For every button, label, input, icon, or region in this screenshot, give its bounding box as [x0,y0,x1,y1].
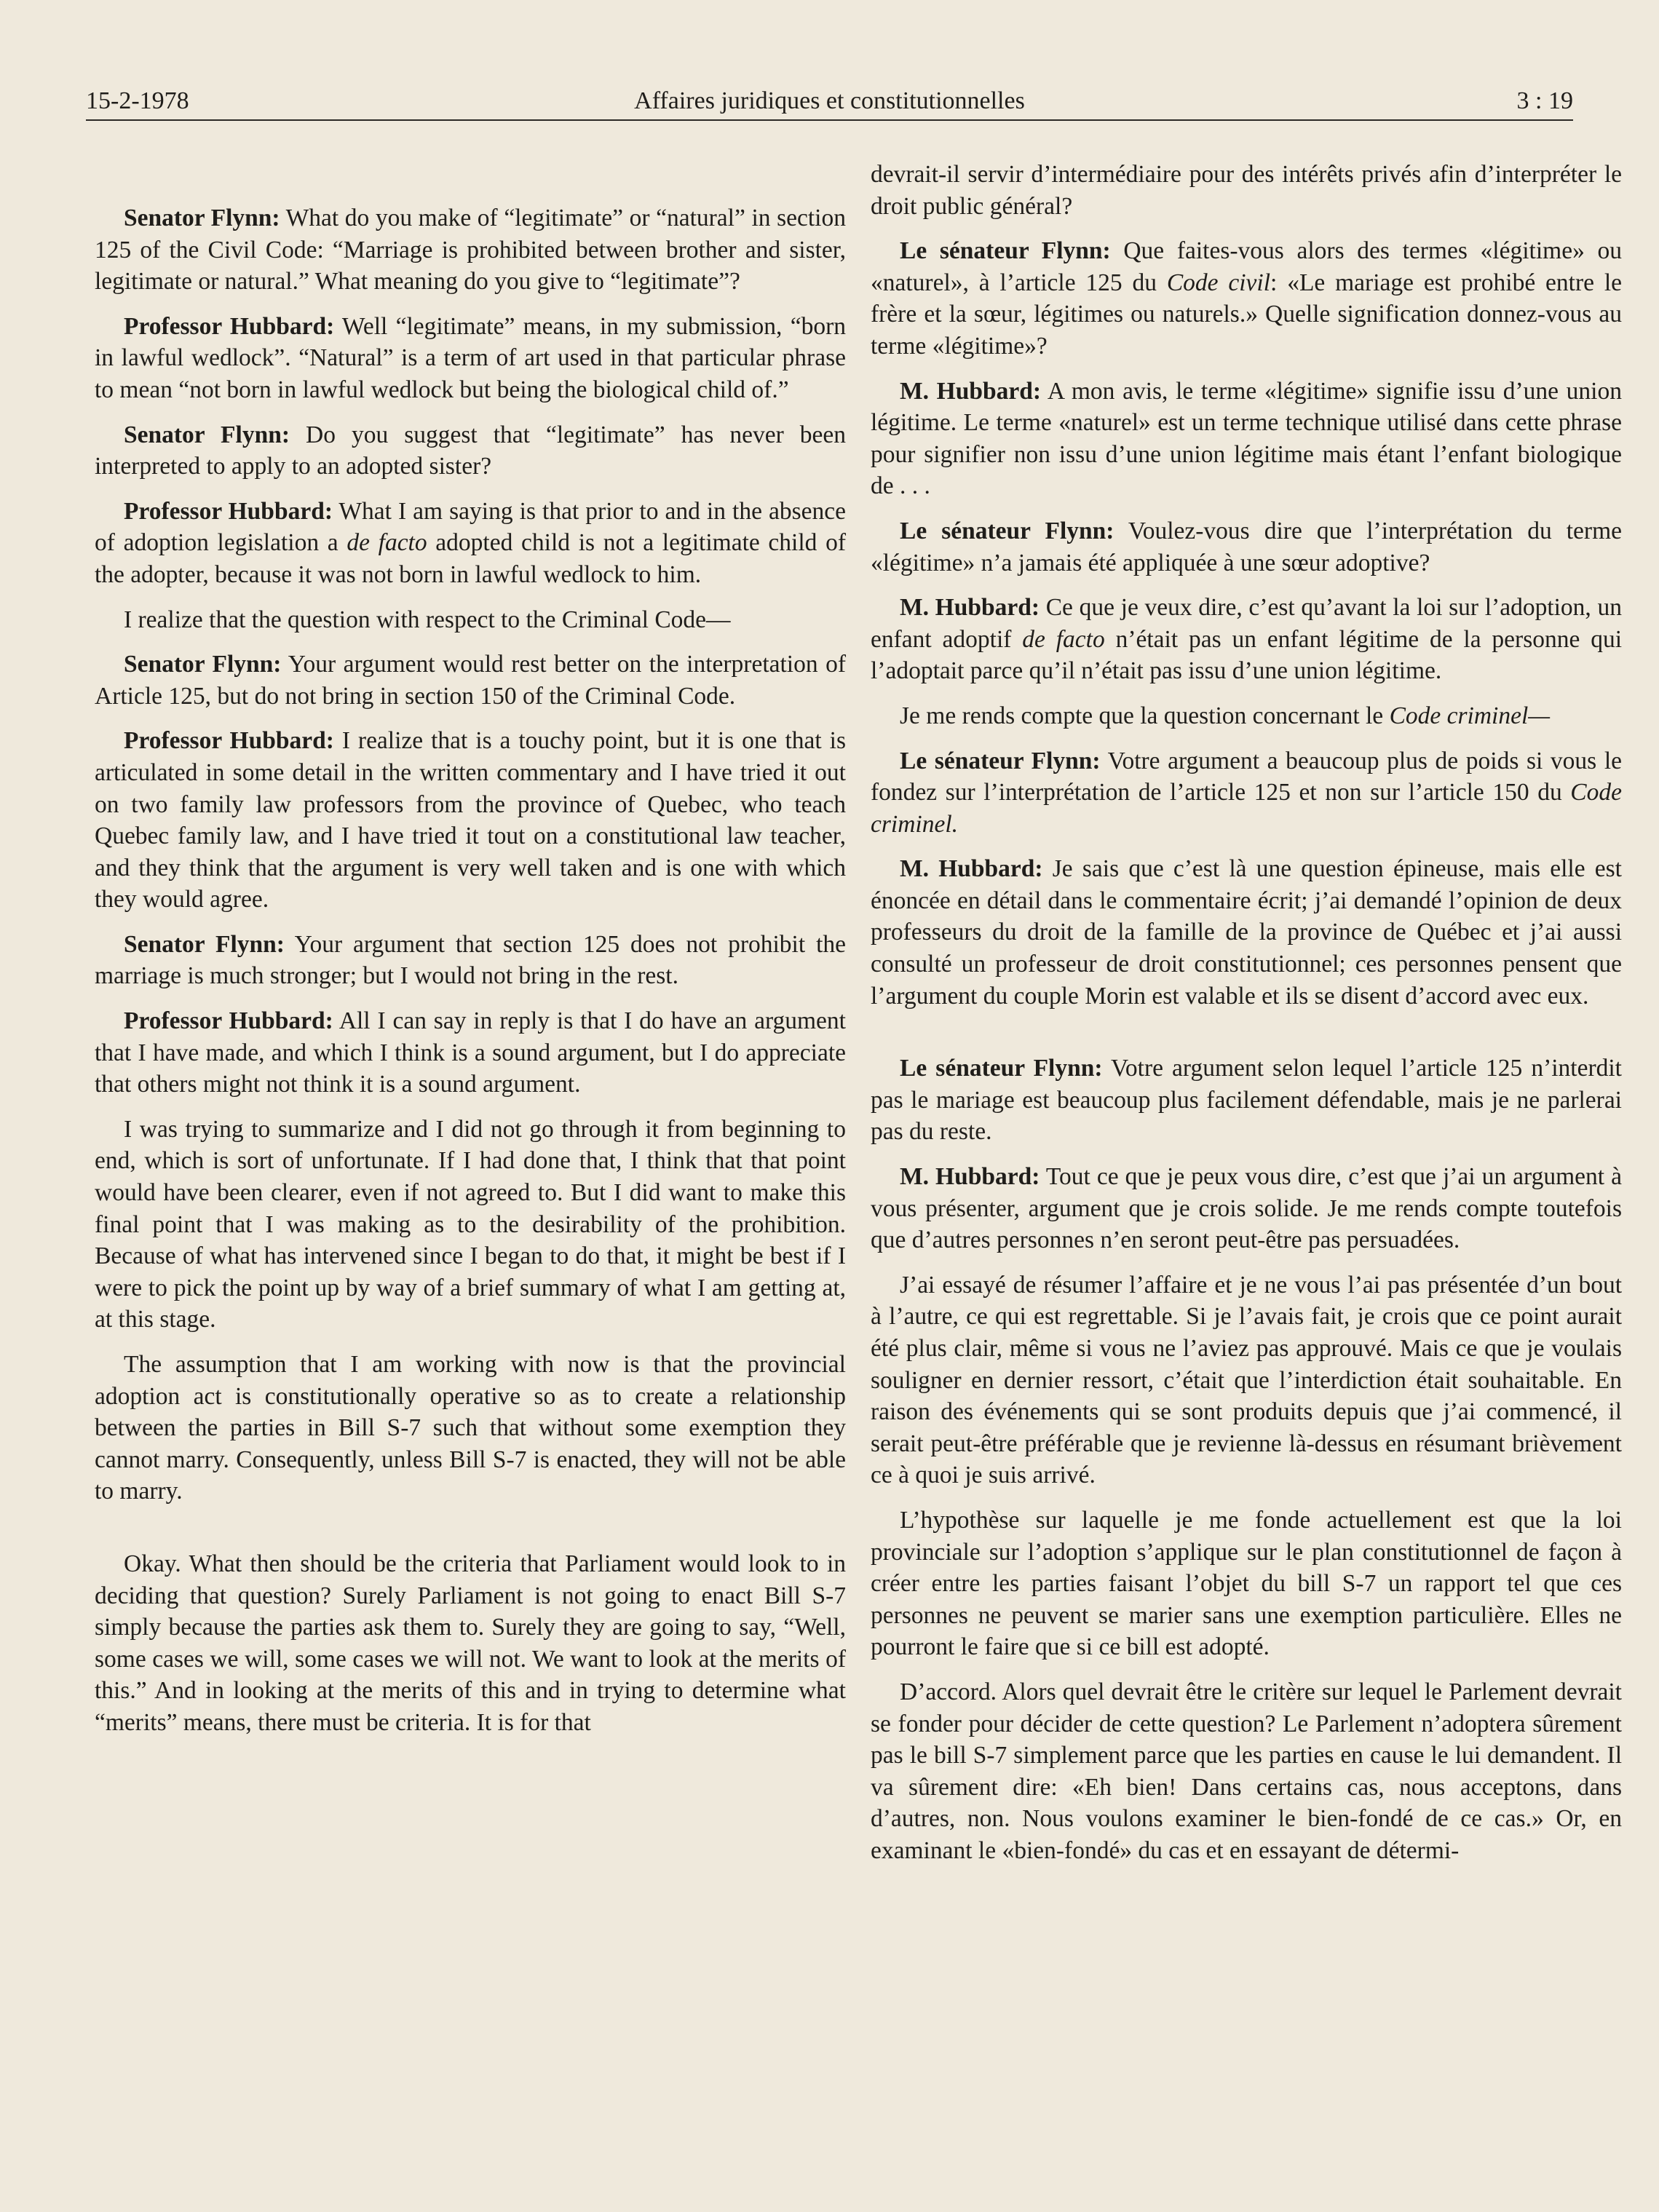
speech-text: n’était pas un enfant légitime de la personne qui l’adoptait parce qu’il n’était pas issu d’une union légitime. [871,625,1623,685]
paragraph [871,159,1622,222]
paragraph [871,592,1622,687]
italic-term: de facto [347,529,427,557]
speech-text: adopted child is not a legitimate child of the adopter, because it was not born in lawful wedlock to him. [95,529,847,588]
paragraph [871,700,1622,732]
speech-text: Ce que je veux dire, c’est qu’avant la loi sur l’adoption, un enfant adoptif [871,594,1622,653]
speech-text: The assumption that I am working with now is that the provincial adoption act is constitutionally operative so as to create a relationship between the parties in Bill S-7 such that without some exemption they cannot marry. Consequently, unless Bill S-7 is enacted, they will not be able to marry. [95,1351,846,1505]
paragraph [95,419,846,483]
paragraph [95,1005,846,1101]
speech-text: Well “legitimate” means, in my submission, “born in lawful wedlock”. “Natural” is a term of art used in that particular phrase to mean “not born in lawful wedlock but being the biological child of.” [95,312,846,403]
paragraph [95,1114,846,1336]
paragraph [871,376,1622,502]
speech-text: Okay. What then should be the criteria that Parliament would look to in deciding that question? Surely Parliament is not going to enact Bill S-7 simply because the parties ask them to. Surely they are going to say, “Well, some cases we will, some cases we will not. We want to look at the merits of this.” And in looking at the merits of this and in trying to determine what “merits” means, there must be criteria. It is for that [95,1550,846,1736]
paragraph [871,745,1622,841]
french-column [871,159,1622,1880]
paragraph [95,311,846,406]
paragraph [871,1676,1622,1867]
paragraph [871,1161,1622,1256]
italic-term: Code criminel. [871,779,1622,838]
speech-text: Tout ce que je peux vous dire, c’est que j’ai un argument à vous présenter, argument que je crois solide. Je me rends compte toutefois que d’autres personnes n’en seront peut-être pas persuadées. [871,1163,1622,1254]
paragraph [871,515,1622,579]
speaker: Le sénateur Flynn: [900,237,1111,265]
speaker: Senator Flynn: [124,930,285,958]
speaker: Senator Flynn: [124,651,282,678]
paragraph [95,649,846,712]
speech-text: All I can say in reply is that I do have an argument that I have made, and which I think is a sound argument, but I do appreciate that others might not think it is a sound argument. [95,1007,846,1098]
speech-text: I was trying to summarize and I did not go through it from beginning to end, which is sort of unfortunate. If I had done that, I think that that point would have been clearer, even if not agreed to. But I did want to make this final point that I was making as to the desirability of the prohibition. Because of what has intervened since I began to do that, it might be best if I were to pick the point up by way of a brief summary of what I am getting at, at this stage. [95,1115,846,1333]
speaker: M. Hubbard: [900,855,1043,883]
header-page-number: 3 : 19 [1516,87,1573,114]
speech-text: Je me rends compte que la question concernant le [900,702,1390,729]
speech-text: Je sais que c’est là une question épineuse, mais elle est énoncée en détail dans le commentaire écrit; j’ai demandé l’opinion de deux professeurs du droit de la famille de la province de Québec et j’ai aussi consulté un professeur de droit constitutionnel; ces personnes pensent que l’argument du couple Morin est valable et ils se disent d’accord avec eux. [871,855,1622,1010]
paragraph [871,1505,1622,1663]
header-title: Affaires juridiques et constitutionnelles [634,87,1025,114]
speech-text: Do you suggest that “legitimate” has never been interpreted to apply to an adopted sister? [95,421,846,480]
speech-text: A mon avis, le terme «légitime» signifie issu d’une union légitime. Le terme «naturel» est un terme technique utilisé dans cette phrase pour signifier non issu d’une union légitime mais étant l’enfant biologique de . . . [871,377,1622,500]
speech-text: What I am saying is that prior to and in the absence of adoption legislation a [95,497,846,557]
paragraph [95,929,846,992]
speaker: Professor Hubbard: [124,727,334,755]
speech-text: Your argument would rest better on the interpretation of Article 125, but do not bring in section 150 of the Criminal Code. [95,651,846,710]
speaker: Le sénateur Flynn: [900,517,1114,544]
speech-text: J’ai essayé de résumer l’affaire et je ne vous l’ai pas présentée d’un bout à l’autre, ce qui est regrettable. Si je l’avais fait, je crois que ce point aurait été plus clair, même si vous ne l’aviez pas approuvé. Mais ce que je voulais souligner en dernier ressort, c’était que l’interdiction était souhaitable. En raison des événements qui se sont produits depuis que j’ai commencé, il serait peut-être préférable que je revienne là-dessus en résumant brièvement ce à quoi je suis arrivé. [871,1271,1622,1489]
paragraph [95,496,846,591]
speaker: Le sénateur Flynn: [900,1055,1103,1082]
paragraph [95,604,846,636]
italic-term: de facto [1022,625,1105,653]
speaker: M. Hubbard: [900,594,1040,622]
speaker: Senator Flynn: [124,205,280,231]
speech-text: Your argument that section 125 does not prohibit the marriage is much stronger; but I would not bring in the rest. [95,930,846,990]
english-column [95,162,846,1752]
speaker: Le sénateur Flynn: [900,747,1101,774]
speaker: M. Hubbard: [900,377,1042,405]
speech-text: I realize that the question with respect to the Criminal Code— [124,606,731,633]
speaker: Professor Hubbard: [124,1007,333,1035]
speaker: Senator Flynn: [124,421,290,448]
paragraph [95,202,846,298]
speech-text: Voulez-vous dire que l’interprétation du terme «légitime» n’a jamais été appliquée à une sœur adoptive? [871,517,1622,576]
paragraph [871,853,1622,1012]
paragraph [871,1269,1622,1491]
paragraph [871,235,1622,362]
speech-text: L’hypothèse sur laquelle je me fonde actuellement est que la loi provinciale sur l’adoption s’applique sur le plan constitutionnel de façon à créer entre les parties faisant l’objet du bill S-7 un rapport tel que ces personnes ne peuvent se marier sans une exemption particulière. Elles ne pourront le faire que si ce bill est adopté. [871,1506,1622,1661]
paragraph [95,725,846,916]
paragraph [95,1349,846,1507]
header-date: 15-2-1978 [86,87,189,114]
speech-text: : «Le mariage est prohibé entre le frère et la sœur, légitimes ou naturels.» Quelle signification donnez-vous au terme «légitime»? [871,269,1622,360]
speech-text: devrait-il servir d’intermédiaire pour des intérêts privés afin d’interpréter le droit public général? [871,161,1622,220]
speech-text: Votre argument a beaucoup plus de poids si vous le fondez sur l’interprétation de l’article 125 et non sur l’article 150 du [871,747,1622,806]
running-header [86,82,1573,121]
speaker: Professor Hubbard: [124,497,333,525]
speech-text: I realize that is a touchy point, but it is one that is articulated in some detail in the written commentary and I have tried it out on two family law professors from the province of Quebec, who teach Quebec family law, and I have tried it tout on a constitutional law teacher, and they think that the argument is very well taken and is one with which they would agree. [95,727,846,913]
italic-term: Code civil [1166,269,1271,296]
speech-text: Que faites-vous alors des termes «légitime» ou «naturel», à l’article 125 du [871,237,1623,296]
paragraph [871,1053,1622,1148]
paragraph [95,1548,846,1739]
speech-text: What do you make of “legitimate” or “natural” in section 125 of the Civil Code: “Marriage is prohibited between brother and sister, legitimate or natural.” What meaning do you give to “legitimate”? [95,205,846,296]
speaker: M. Hubbard: [900,1163,1040,1191]
speaker: Professor Hubbard: [124,312,335,340]
italic-term: Code criminel— [1389,702,1551,729]
speech-text: D’accord. Alors quel devrait être le critère sur lequel le Parlement devrait se fonder pour décider de cette question? Le Parlement n’adoptera sûrement pas le bill S-7 simplement parce que les parties en cause le lui demandent. Il va sûrement dire: «Eh bien! Dans certains cas, nous acceptons, dans d’autres, non. Nous voulons examiner le bien-fondé de ce cas.» Or, en examinant le «bien-fondé» du cas et en essayant de détermi- [871,1678,1622,1864]
speech-text: Votre argument selon lequel l’article 125 n’interdit pas le mariage est beaucoup plus facilement défendable, mais je ne parlerai pas du reste. [871,1055,1622,1146]
